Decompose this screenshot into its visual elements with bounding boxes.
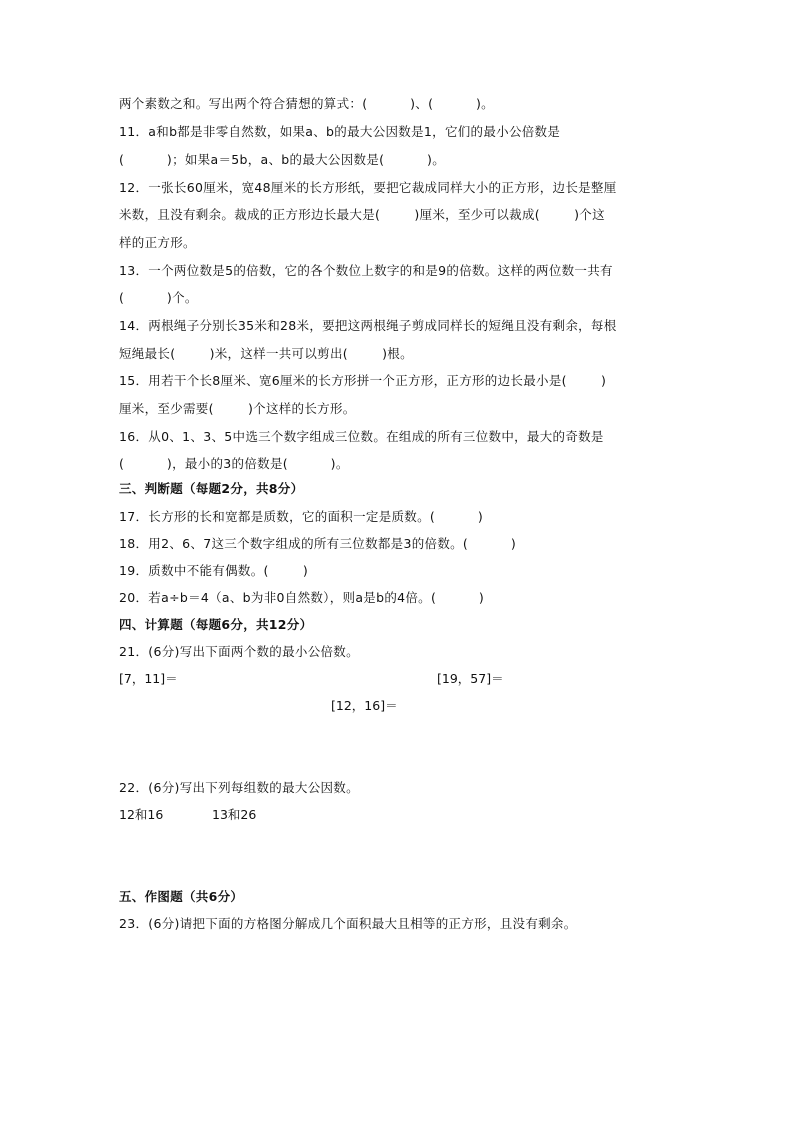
question-21: 21．(6分)写出下面两个数的最小公倍数。 [119, 644, 359, 659]
question-10-continued: 两个素数之和。写出两个符合猜想的算式：( )、( )。 [119, 96, 494, 111]
question-14-continued: 短绳最长( )米，这样一共可以剪出( )根。 [119, 346, 413, 361]
question-18: 18．用2、6、7这三个数字组成的所有三位数都是3的倍数。( ) [119, 536, 517, 551]
lcm-item-7-11: [7，11]＝ [119, 671, 178, 686]
question-20: 20．若a÷b＝4（a、b为非0自然数），则a是b的4倍。( ) [119, 590, 485, 605]
question-11-continued: ( )；如果a＝5b，a、b的最大公因数是( )。 [119, 152, 446, 167]
question-16-continued: ( )，最小的3的倍数是( )。 [119, 456, 349, 471]
question-11: 11．a和b都是非零自然数，如果a、b的最大公因数是1，它们的最小公倍数是 [119, 124, 561, 139]
lcm-item-12-16: [12，16]＝ [331, 698, 398, 713]
question-14: 14．两根绳子分别长35米和28米，要把这两根绳子剪成同样长的短绳且没有剩余，每根 [119, 318, 617, 333]
question-12-line-3: 样的正方形。 [119, 235, 196, 250]
question-13-continued: ( )个。 [119, 290, 198, 305]
question-16: 16．从0、1、3、5中选三个数字组成三位数。在组成的所有三位数中，最大的奇数是 [119, 429, 604, 444]
question-12-line-2: 米数，且没有剩余。裁成的正方形边长最大是( )厘米，至少可以裁成( )个这 [119, 207, 605, 222]
section-calculation-heading: 四、计算题（每题6分，共12分） [119, 617, 313, 632]
gcf-item-13-26: 13和26 [212, 807, 257, 822]
section-drawing-heading: 五、作图题（共6分） [119, 889, 244, 904]
question-22: 22．(6分)写出下列每组数的最大公因数。 [119, 780, 359, 795]
question-15: 15．用若干个长8厘米、宽6厘米的长方形拼一个正方形，正方形的边长最小是( ) [119, 373, 607, 388]
question-23: 23．(6分)请把下面的方格图分解成几个面积最大且相等的正方形，且没有剩余。 [119, 916, 577, 931]
section-judgement-heading: 三、判断题（每题2分，共8分） [119, 481, 304, 496]
gcf-item-12-16: 12和16 [119, 807, 164, 822]
lcm-item-19-57: [19，57]＝ [437, 671, 504, 686]
question-17: 17．长方形的长和宽都是质数，它的面积一定是质数。( ) [119, 509, 483, 524]
question-15-continued: 厘米，至少需要( )个这样的长方形。 [119, 401, 356, 416]
question-12: 12．一张长60厘米，宽48厘米的长方形纸，要把它裁成同样大小的正方形，边长是整厘 [119, 180, 617, 195]
question-19: 19．质数中不能有偶数。( ) [119, 563, 309, 578]
question-13: 13．一个两位数是5的倍数，它的各个数位上数字的和是9的倍数。这样的两位数一共有 [119, 263, 613, 278]
